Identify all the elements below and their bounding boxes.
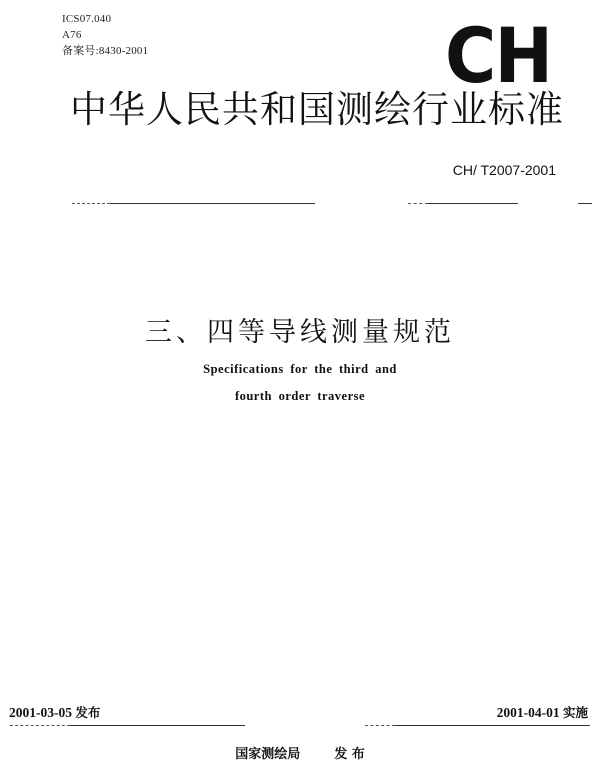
ch-logo: CH: [445, 11, 552, 100]
issue-date: 2001-03-05: [9, 705, 72, 720]
header-rule-end: [578, 203, 592, 204]
document-title-chinese: 三、四等导线测量规范: [145, 317, 455, 348]
header-rule-left: [110, 203, 315, 204]
header-rule-dash-left: [72, 203, 110, 204]
ics-code: ICS07.040: [62, 13, 112, 25]
implement-label: 实施: [562, 705, 588, 720]
footer-rule-left: [70, 725, 245, 726]
standard-number: CH/ T2007-2001: [452, 162, 556, 178]
record-number: 备案号:8430-2001: [62, 45, 149, 57]
publisher-name: 国家测绘局: [235, 747, 301, 762]
footer-rule-dash-left: [10, 725, 70, 726]
standard-type-title: 中华人民共和国测绘行业标准: [70, 88, 564, 131]
implement-date: 2001-04-01: [496, 705, 560, 720]
document-title-english-line2: fourth order traverse: [234, 389, 366, 403]
header-rule-dash-mid: [408, 203, 428, 204]
header-rule-right: [428, 203, 518, 204]
issue-label: 发布: [75, 705, 101, 720]
document-title-english-line1: Specifications for the third and: [203, 362, 397, 376]
issue-date-block: [9, 705, 100, 721]
footer-rule-right: [395, 725, 590, 726]
publisher-line: [0, 747, 600, 763]
implement-date-block: [497, 705, 588, 721]
classification-code: A76: [62, 29, 82, 41]
publisher-action: 发 布: [334, 747, 365, 762]
footer-rule-dash-mid: [365, 725, 395, 726]
